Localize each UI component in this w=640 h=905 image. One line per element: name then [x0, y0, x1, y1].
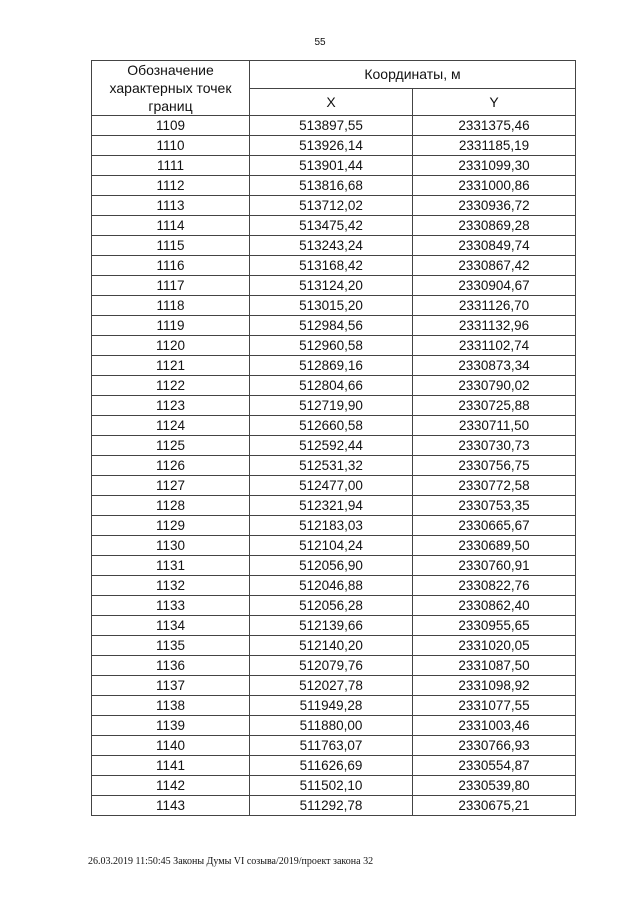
point-number-cell: 1123	[92, 396, 250, 416]
coordinates-header: Координаты, м	[250, 61, 576, 89]
point-number-cell: 1120	[92, 336, 250, 356]
y-coordinate-cell: 2331102,74	[413, 336, 576, 356]
table-row	[92, 316, 576, 336]
point-number-cell: 1121	[92, 356, 250, 376]
x-header: X	[250, 88, 413, 116]
x-coordinate-cell: 512321,94	[250, 496, 413, 516]
y-coordinate-cell: 2330725,88	[413, 396, 576, 416]
table-row	[92, 176, 576, 196]
point-number-cell: 1124	[92, 416, 250, 436]
y-coordinate-cell: 2331020,05	[413, 636, 576, 656]
y-coordinate-cell: 2331077,55	[413, 696, 576, 716]
x-coordinate-cell: 512104,24	[250, 536, 413, 556]
point-number-cell: 1136	[92, 656, 250, 676]
table-row	[92, 116, 576, 136]
y-coordinate-cell: 2330822,76	[413, 576, 576, 596]
table-row	[92, 216, 576, 236]
x-coordinate-cell: 513926,14	[250, 136, 413, 156]
y-coordinate-cell: 2331185,19	[413, 136, 576, 156]
table-row	[92, 676, 576, 696]
x-coordinate-cell: 513712,02	[250, 196, 413, 216]
table-row	[92, 796, 576, 816]
table-row	[92, 156, 576, 176]
table-row	[92, 136, 576, 156]
point-number-cell: 1112	[92, 176, 250, 196]
point-number-cell: 1143	[92, 796, 250, 816]
point-number-cell: 1113	[92, 196, 250, 216]
table-row	[92, 256, 576, 276]
x-coordinate-cell: 512984,56	[250, 316, 413, 336]
x-coordinate-cell: 512056,90	[250, 556, 413, 576]
point-number-cell: 1135	[92, 636, 250, 656]
point-number-cell: 1126	[92, 456, 250, 476]
y-coordinate-cell: 2330554,87	[413, 756, 576, 776]
point-number-cell: 1128	[92, 496, 250, 516]
y-coordinate-cell: 2330904,67	[413, 276, 576, 296]
x-coordinate-cell: 512183,03	[250, 516, 413, 536]
x-coordinate-cell: 512139,66	[250, 616, 413, 636]
point-number-cell: 1142	[92, 776, 250, 796]
x-coordinate-cell: 512719,90	[250, 396, 413, 416]
y-coordinate-cell: 2330766,93	[413, 736, 576, 756]
y-coordinate-cell: 2330675,21	[413, 796, 576, 816]
table-row	[92, 236, 576, 256]
table-row	[92, 416, 576, 436]
table-row	[92, 596, 576, 616]
x-coordinate-cell: 513168,42	[250, 256, 413, 276]
table-header	[92, 61, 576, 116]
y-coordinate-cell: 2331375,46	[413, 116, 576, 136]
y-coordinate-cell: 2330730,73	[413, 436, 576, 456]
table-row	[92, 436, 576, 456]
y-header: Y	[413, 88, 576, 116]
point-number-cell: 1140	[92, 736, 250, 756]
table-body	[92, 116, 576, 816]
table-row	[92, 356, 576, 376]
x-coordinate-cell: 513901,44	[250, 156, 413, 176]
y-coordinate-cell: 2330936,72	[413, 196, 576, 216]
point-number-cell: 1115	[92, 236, 250, 256]
point-number-cell: 1130	[92, 536, 250, 556]
table-row	[92, 696, 576, 716]
y-coordinate-cell: 2330665,67	[413, 516, 576, 536]
page-number: 55	[314, 37, 326, 48]
x-coordinate-cell: 513816,68	[250, 176, 413, 196]
point-number-cell: 1127	[92, 476, 250, 496]
x-coordinate-cell: 512592,44	[250, 436, 413, 456]
x-coordinate-cell: 512027,78	[250, 676, 413, 696]
y-coordinate-cell: 2330760,91	[413, 556, 576, 576]
table-row	[92, 556, 576, 576]
table-row	[92, 576, 576, 596]
point-number-cell: 1137	[92, 676, 250, 696]
point-number-cell: 1139	[92, 716, 250, 736]
x-coordinate-cell: 512046,88	[250, 576, 413, 596]
table-row	[92, 496, 576, 516]
x-coordinate-cell: 511949,28	[250, 696, 413, 716]
y-coordinate-cell: 2330869,28	[413, 216, 576, 236]
point-number-cell: 1114	[92, 216, 250, 236]
y-coordinate-cell: 2330711,50	[413, 416, 576, 436]
point-number-cell: 1134	[92, 616, 250, 636]
y-coordinate-cell: 2330873,34	[413, 356, 576, 376]
x-coordinate-cell: 513015,20	[250, 296, 413, 316]
table-row	[92, 476, 576, 496]
document-footer: 26.03.2019 11:50:45 Законы Думы VI созыва/2019/проект закона 32	[88, 856, 374, 867]
x-coordinate-cell: 512531,32	[250, 456, 413, 476]
point-number-cell: 1132	[92, 576, 250, 596]
x-coordinate-cell: 513897,55	[250, 116, 413, 136]
table-row	[92, 376, 576, 396]
y-coordinate-cell: 2330867,42	[413, 256, 576, 276]
y-coordinate-cell: 2331003,46	[413, 716, 576, 736]
point-number-cell: 1133	[92, 596, 250, 616]
table-row	[92, 456, 576, 476]
y-coordinate-cell: 2330756,75	[413, 456, 576, 476]
point-number-cell: 1109	[92, 116, 250, 136]
coordinates-table	[91, 60, 576, 816]
point-number-cell: 1122	[92, 376, 250, 396]
point-number-cell: 1119	[92, 316, 250, 336]
point-number-cell: 1138	[92, 696, 250, 716]
y-coordinate-cell: 2330689,50	[413, 536, 576, 556]
x-coordinate-cell: 512079,76	[250, 656, 413, 676]
x-coordinate-cell: 512869,16	[250, 356, 413, 376]
y-coordinate-cell: 2331126,70	[413, 296, 576, 316]
y-coordinate-cell: 2331098,92	[413, 676, 576, 696]
table-row	[92, 296, 576, 316]
table-row	[92, 396, 576, 416]
point-number-cell: 1141	[92, 756, 250, 776]
x-coordinate-cell: 512140,20	[250, 636, 413, 656]
x-coordinate-cell: 512477,00	[250, 476, 413, 496]
table-row	[92, 276, 576, 296]
y-coordinate-cell: 2330862,40	[413, 596, 576, 616]
y-coordinate-cell: 2330955,65	[413, 616, 576, 636]
x-coordinate-cell: 512660,58	[250, 416, 413, 436]
table-row	[92, 756, 576, 776]
y-coordinate-cell: 2331087,50	[413, 656, 576, 676]
table-row	[92, 336, 576, 356]
x-coordinate-cell: 512960,58	[250, 336, 413, 356]
point-number-cell: 1125	[92, 436, 250, 456]
x-coordinate-cell: 511292,78	[250, 796, 413, 816]
y-coordinate-cell: 2330539,80	[413, 776, 576, 796]
y-coordinate-cell: 2331132,96	[413, 316, 576, 336]
point-number-cell: 1129	[92, 516, 250, 536]
table-row	[92, 196, 576, 216]
table-row	[92, 776, 576, 796]
designation-header: Обозначение характерных точек границ	[92, 61, 250, 116]
table-row	[92, 656, 576, 676]
y-coordinate-cell: 2330753,35	[413, 496, 576, 516]
point-number-cell: 1110	[92, 136, 250, 156]
point-number-cell: 1117	[92, 276, 250, 296]
table-row	[92, 636, 576, 656]
table-row	[92, 616, 576, 636]
x-coordinate-cell: 511763,07	[250, 736, 413, 756]
x-coordinate-cell: 512804,66	[250, 376, 413, 396]
point-number-cell: 1111	[92, 156, 250, 176]
x-coordinate-cell: 512056,28	[250, 596, 413, 616]
y-coordinate-cell: 2331099,30	[413, 156, 576, 176]
x-coordinate-cell: 513475,42	[250, 216, 413, 236]
y-coordinate-cell: 2330772,58	[413, 476, 576, 496]
point-number-cell: 1118	[92, 296, 250, 316]
table-row	[92, 736, 576, 756]
x-coordinate-cell: 511880,00	[250, 716, 413, 736]
x-coordinate-cell: 511502,10	[250, 776, 413, 796]
x-coordinate-cell: 513243,24	[250, 236, 413, 256]
y-coordinate-cell: 2330849,74	[413, 236, 576, 256]
table-row	[92, 716, 576, 736]
x-coordinate-cell: 511626,69	[250, 756, 413, 776]
point-number-cell: 1116	[92, 256, 250, 276]
x-coordinate-cell: 513124,20	[250, 276, 413, 296]
table-row	[92, 516, 576, 536]
point-number-cell: 1131	[92, 556, 250, 576]
table-row	[92, 536, 576, 556]
y-coordinate-cell: 2331000,86	[413, 176, 576, 196]
y-coordinate-cell: 2330790,02	[413, 376, 576, 396]
